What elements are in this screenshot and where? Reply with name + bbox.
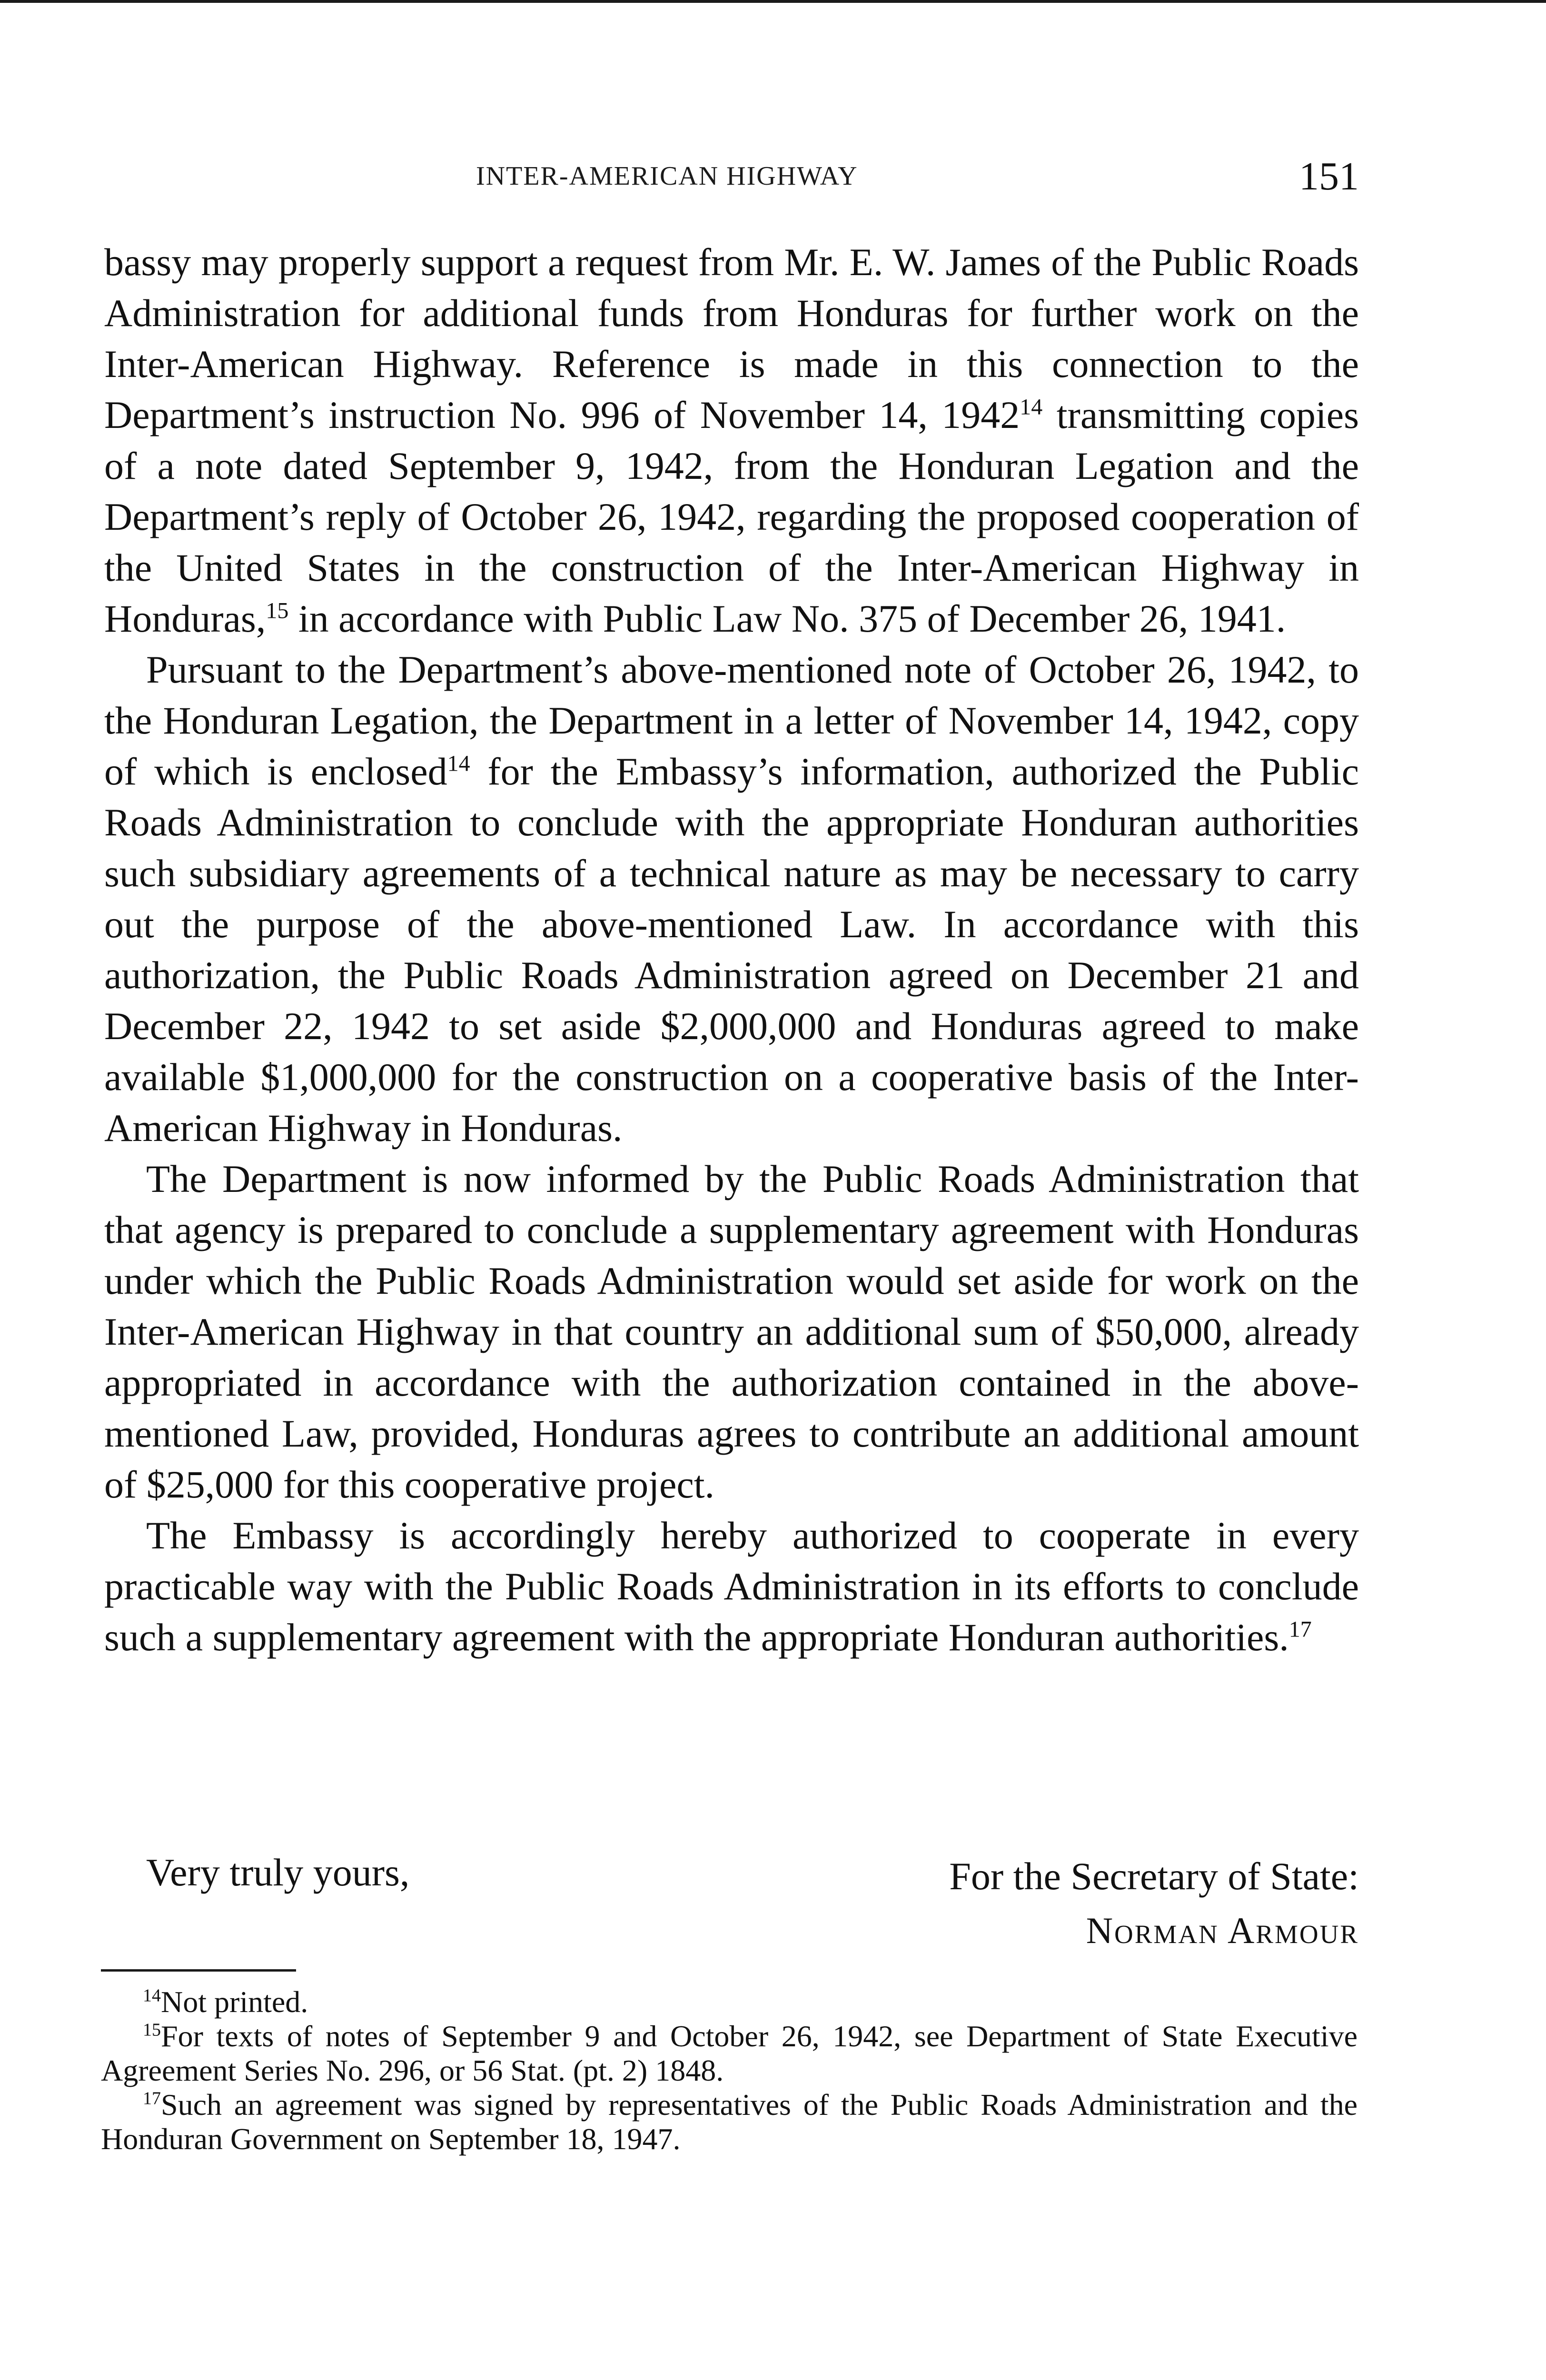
footnote-15: [101, 2019, 1358, 2088]
footnote-divider: [101, 1969, 296, 1972]
footnote-text: Not printed.: [161, 1985, 308, 2019]
running-title: INTER-AMERICAN HIGHWAY: [476, 161, 858, 191]
page-number: 151: [1299, 154, 1359, 198]
footnote-ref-14: 14: [1020, 394, 1043, 420]
footnote-number: 17: [143, 2088, 161, 2109]
footnote-number: 14: [143, 1985, 161, 2006]
paragraph-2: [104, 644, 1359, 1153]
paragraph-2-text-a: Pursuant to the Department’s above-mentioned note of October 26, 1942, to the Honduran Legation, the Department in a letter of November 14, 1942, copy of which is enclosed: [104, 648, 1359, 793]
signer-name: Norman Armour: [1086, 1910, 1359, 1951]
top-edge-rule: [0, 0, 1546, 3]
footnote-ref-17: 17: [1288, 1616, 1312, 1642]
footnote-ref-15: 15: [266, 598, 289, 624]
footnote-text: For texts of notes of September 9 and October 26, 1942, see Department of State Executive Agreement Series No. 296, or 56 Stat. (pt. 2) 1848.: [101, 2019, 1358, 2087]
footnote-text: Such an agreement was signed by representatives of the Public Roads Administration and the Honduran Government on September 18, 1947.: [101, 2088, 1358, 2156]
footnote-ref-14b: 14: [447, 751, 470, 776]
paragraph-4-text: The Embassy is accordingly hereby authorized to cooperate in every practicable way with the Public Roads Administration in its efforts to conclude such a supplementary agreement with the appropriate Honduran authorities.: [104, 1514, 1359, 1659]
footnote-17: [101, 2088, 1358, 2156]
paragraph-3: The Department is now informed by the Public Roads Administration that that agency is prepared to conclude a supplementary agreement with Honduras under which the Public Roads Administration would set aside for work on the Inter-American Highway in that country an additional sum of $50,000, already appropriated in accordance with the authorization contained in the above-mentioned Law, provided, Honduras agrees to contribute an additional amount of $25,000 for this cooperative project.: [104, 1157, 1359, 1506]
paragraph-1-text-b: transmitting copies of a note dated September 9, 1942, from the Honduran Legation and the Department’s reply of October 26, 1942, regarding the proposed cooperation of the United States in the construction of the Inter-American Highway in Honduras,: [104, 393, 1359, 640]
paragraph-1: [104, 237, 1359, 644]
paragraph-1-text-a: bassy may properly support a request from Mr. E. W. James of the Public Roads Administration for additional funds from Honduras for further work on the Inter-American Highway. Reference is made in this connection to the Department’s instruction No. 996 of November 14, 1942: [104, 240, 1359, 436]
paragraph-1-text-c: in accordance with Public Law No. 375 of December 26, 1941.: [288, 597, 1286, 640]
signature-block: [104, 1847, 1359, 1952]
closing-line: Very truly yours,: [146, 1851, 410, 1894]
paragraph-4: [104, 1510, 1359, 1663]
for-secretary-line: For the Secretary of State:: [949, 1854, 1359, 1898]
footnotes: [101, 1985, 1358, 2156]
footnote-number: 15: [143, 2020, 161, 2040]
body-text: [104, 237, 1359, 1663]
footnote-14: [101, 1985, 1358, 2019]
paragraph-2-text-b: for the Embassy’s information, authorized the Public Roads Administration to conclude with the appropriate Honduran authorities such subsidiary agreements of a technical nature as may be necessary to carry out the purpose of the above-mentioned Law. In accordance with this authorization, the Public Roads Administration agreed on December 21 and December 22, 1942 to set aside $2,000,000 and Honduras agreed to make available $1,000,000 for the construction on a cooperative basis of the Inter-American Highway in Honduras.: [104, 750, 1359, 1150]
